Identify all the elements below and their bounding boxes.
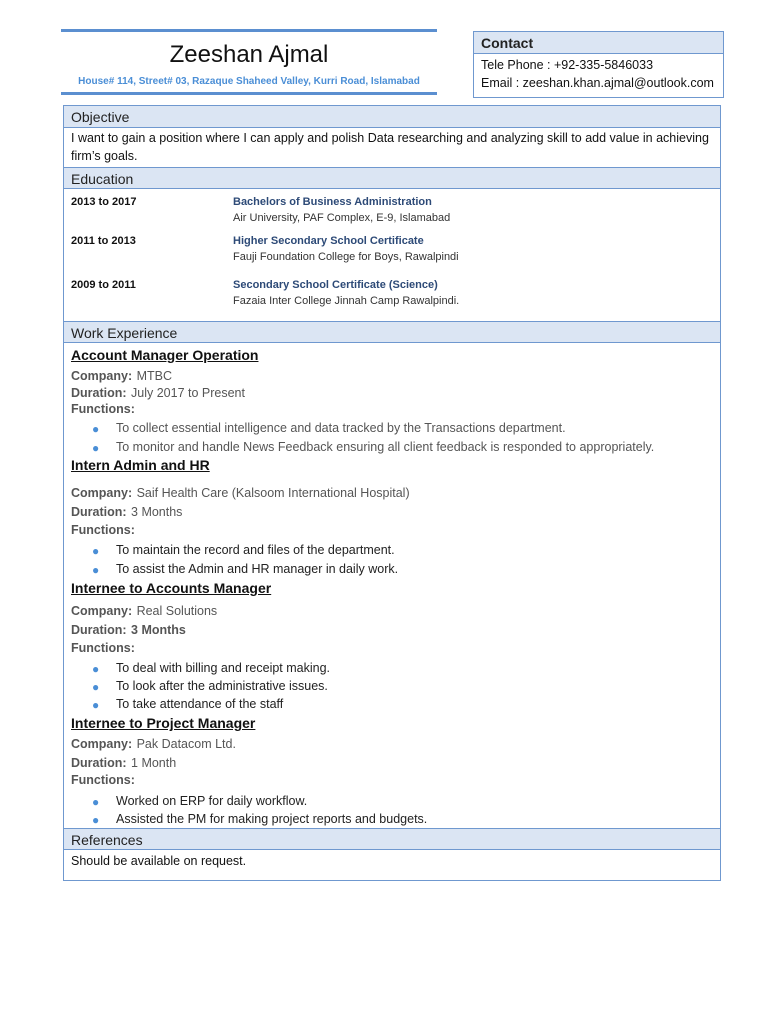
section-heading-work-experience: Work Experience <box>64 321 720 343</box>
education-degree: Secondary School Certificate (Science) <box>233 279 438 291</box>
function-item: To monitor and handle News Feedback ensuring all client feedback is responded to appropriately. <box>116 440 655 454</box>
contact-email: Email : zeeshan.khan.ajmal@outlook.com <box>481 76 714 90</box>
resume-body <box>63 105 721 881</box>
company-label: Company: <box>71 486 133 500</box>
objective-text: I want to gain a position where I can apply and polish Data researching and analyzing skill to add value in achieving firm’s goals. <box>71 131 709 163</box>
resume-header <box>61 29 437 95</box>
references-text: Should be available on request. <box>71 854 247 868</box>
education-degree: Bachelors of Business Administration <box>233 196 432 208</box>
section-heading-education: Education <box>64 167 720 189</box>
job-duration <box>71 621 186 639</box>
job-company <box>71 484 410 502</box>
header-bottom-rule <box>61 92 437 95</box>
duration-label: Duration: <box>71 505 127 519</box>
bullet-dot-icon: ● <box>92 544 100 558</box>
education-institution: Fauji Foundation College for Boys, Rawalpindi <box>233 251 459 263</box>
function-item: To look after the administrative issues. <box>116 679 328 693</box>
section-heading-objective: Objective <box>64 106 720 128</box>
job-company <box>71 602 217 620</box>
bullet-dot-icon: ● <box>92 563 100 577</box>
contact-box <box>473 31 724 98</box>
education-institution: Fazaia Inter College Jinnah Camp Rawalpindi. <box>233 295 460 307</box>
duration-label: Duration: <box>71 756 127 770</box>
company-label: Company: <box>71 737 133 751</box>
bullet-dot-icon: ● <box>92 795 100 809</box>
education-institution: Air University, PAF Complex, E-9, Islamabad <box>233 212 451 224</box>
job-title: Internee to Project Manager <box>71 715 256 731</box>
job-duration <box>71 754 176 772</box>
function-item: To maintain the record and files of the department. <box>116 543 395 557</box>
contact-heading: Contact <box>474 32 723 54</box>
header-top-rule <box>61 29 437 32</box>
education-years: 2011 to 2013 <box>71 235 136 247</box>
function-item: Worked on ERP for daily workflow. <box>116 794 308 808</box>
bullet-dot-icon: ● <box>92 813 100 827</box>
functions-label: Functions: <box>71 773 135 787</box>
duration-value: 3 Months <box>131 505 183 519</box>
company-value: Real Solutions <box>136 604 218 618</box>
bullet-dot-icon: ● <box>92 680 100 694</box>
job-title: Account Manager Operation <box>71 347 259 363</box>
bullet-dot-icon: ● <box>92 422 100 436</box>
duration-label: Duration: <box>71 623 127 637</box>
function-item: To assist the Admin and HR manager in daily work. <box>116 562 399 576</box>
job-duration <box>71 503 182 521</box>
job-company <box>71 367 172 385</box>
company-value: MTBC <box>136 369 172 383</box>
functions-label: Functions: <box>71 402 135 416</box>
job-company <box>71 735 236 753</box>
function-item: To collect essential intelligence and data tracked by the Transactions department. <box>116 421 566 435</box>
company-label: Company: <box>71 604 133 618</box>
function-item: Assisted the PM for making project reports and budgets. <box>116 812 428 826</box>
company-value: Pak Datacom Ltd. <box>136 737 236 751</box>
candidate-name: Zeeshan Ajmal <box>169 41 329 68</box>
education-years: 2009 to 2011 <box>71 279 136 291</box>
job-title: Intern Admin and HR <box>71 457 210 473</box>
bullet-dot-icon: ● <box>92 698 100 712</box>
section-heading-references: References <box>64 828 720 850</box>
function-item: To deal with billing and receipt making. <box>116 661 331 675</box>
education-degree: Higher Secondary School Certificate <box>233 235 424 247</box>
functions-label: Functions: <box>71 641 135 655</box>
education-years: 2013 to 2017 <box>71 196 137 208</box>
bullet-dot-icon: ● <box>92 441 100 455</box>
candidate-address: House# 114, Street# 03, Razaque Shaheed Valley, Kurri Road, Islamabad <box>78 76 420 87</box>
job-duration <box>71 384 245 402</box>
company-label: Company: <box>71 369 133 383</box>
function-item: To take attendance of the staff <box>116 697 284 711</box>
duration-value: July 2017 to Present <box>131 386 245 400</box>
job-title: Internee to Accounts Manager <box>71 580 272 596</box>
duration-label: Duration: <box>71 386 127 400</box>
duration-value: 1 Month <box>131 756 177 770</box>
functions-label: Functions: <box>71 523 135 537</box>
bullet-dot-icon: ● <box>92 662 100 676</box>
contact-phone: Tele Phone : +92-335-5846033 <box>481 58 654 72</box>
duration-value: 3 Months <box>131 623 186 637</box>
company-value: Saif Health Care (Kalsoom International Hospital) <box>136 486 410 500</box>
